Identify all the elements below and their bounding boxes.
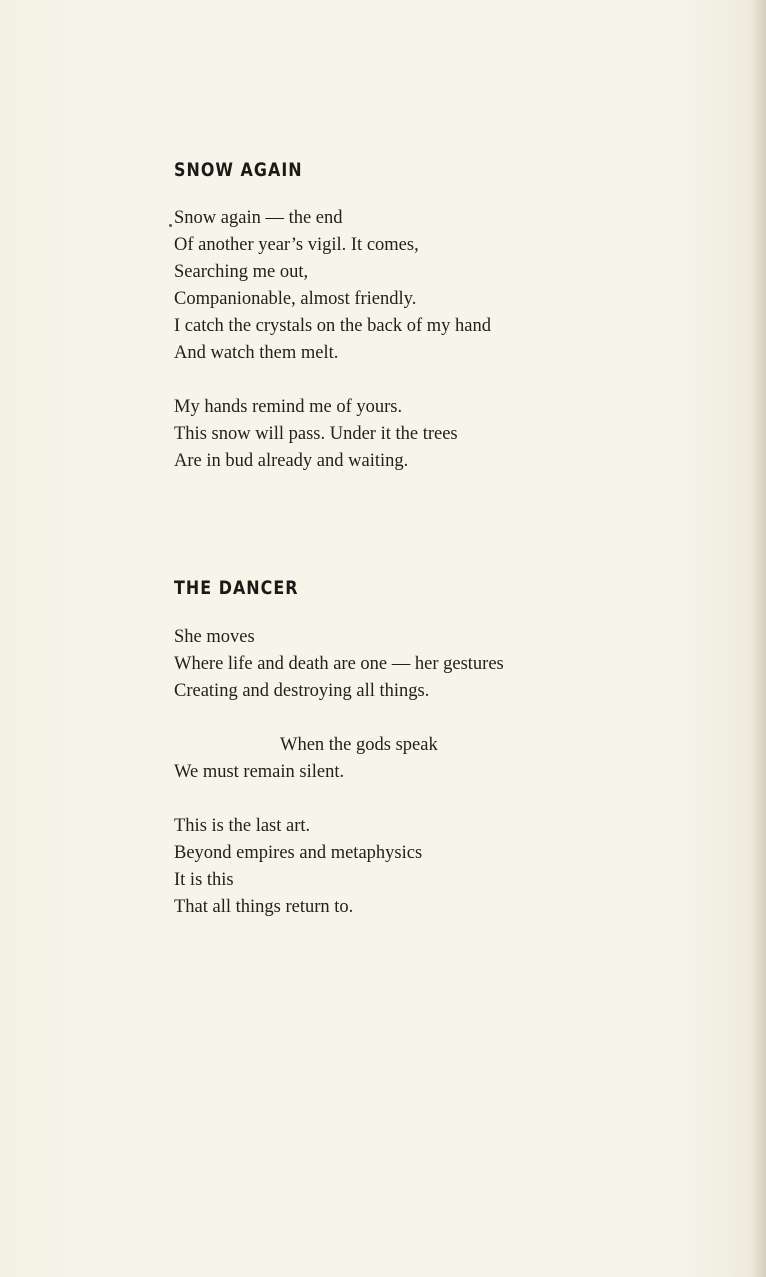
poem-line: I catch the crystals on the back of my hand	[174, 316, 491, 336]
page-edge-shadow	[752, 0, 766, 1277]
poem-line: This is the last art.	[174, 816, 311, 836]
poem-line: Where life and death are one — her gestures	[174, 654, 504, 674]
poem-line: Creating and destroying all things.	[174, 681, 430, 701]
stray-ink-mark	[169, 224, 172, 227]
poem-line: Are in bud already and waiting.	[174, 451, 409, 471]
poem-line: We must remain silent.	[174, 762, 345, 782]
poem-line: When the gods speak	[280, 735, 438, 755]
poem-line: It is this	[174, 870, 234, 890]
poem-the-dancer	[174, 578, 714, 600]
poem-line: Companionable, almost friendly.	[174, 289, 417, 309]
poem-line: This snow will pass. Under it the trees	[174, 424, 458, 444]
poem-title: SNOW AGAIN	[174, 160, 303, 181]
poem-title: THE DANCER	[174, 578, 299, 599]
poem-line: My hands remind me of yours.	[174, 397, 403, 417]
poem-snow-again-stanza-1	[174, 205, 714, 367]
poem-line: Searching me out,	[174, 262, 309, 282]
poem-line: That all things return to.	[174, 897, 354, 917]
poem-the-dancer-stanza-3	[174, 813, 714, 921]
poem-line: She moves	[174, 627, 255, 647]
poem-snow-again-stanza-2	[174, 394, 714, 475]
poem-the-dancer-stanza-1	[174, 624, 714, 705]
poem-line: Snow again — the end	[174, 208, 343, 228]
poem-line: Beyond empires and metaphysics	[174, 843, 423, 863]
poem-line: And watch them melt.	[174, 343, 339, 363]
poem-line: Of another year’s vigil. It comes,	[174, 235, 419, 255]
poem-snow-again	[174, 160, 714, 182]
poem-the-dancer-stanza-2	[174, 732, 714, 786]
